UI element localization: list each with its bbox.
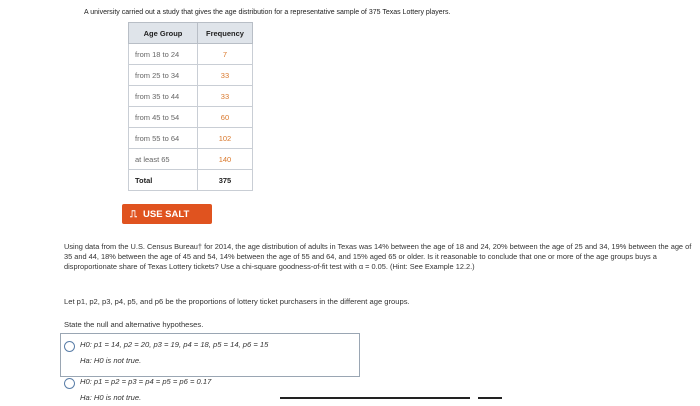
option-2-h0[interactable]: H0: p1 = p2 = p3 = p4 = p5 = p6 = 0.17 bbox=[80, 377, 212, 386]
state-text: State the null and alternative hypotheses. bbox=[64, 320, 204, 329]
let-text: Let p1, p2, p3, p4, p5, and p6 be the proportions of lottery ticket purchasers in the different age groups. bbox=[64, 297, 410, 306]
total-value: 375 bbox=[198, 170, 253, 191]
frequency-table bbox=[128, 22, 253, 191]
table-row bbox=[129, 44, 253, 65]
option-2-ha[interactable]: Ha: H0 is not true. bbox=[80, 393, 142, 402]
freq-cell: 7 bbox=[198, 44, 253, 65]
header-frequency: Frequency bbox=[198, 23, 253, 44]
header-age-group: Age Group bbox=[129, 23, 198, 44]
divider-line bbox=[280, 397, 470, 399]
freq-cell: 60 bbox=[198, 107, 253, 128]
salt-icon: ⎍ bbox=[130, 208, 137, 220]
total-label: Total bbox=[129, 170, 198, 191]
age-cell: from 55 to 64 bbox=[129, 128, 198, 149]
option-2-radio[interactable] bbox=[64, 378, 75, 389]
freq-cell: 33 bbox=[198, 65, 253, 86]
age-cell: from 35 to 44 bbox=[129, 86, 198, 107]
option-1-ha[interactable]: Ha: H0 is not true. bbox=[80, 356, 142, 365]
table-row bbox=[129, 65, 253, 86]
table-row bbox=[129, 86, 253, 107]
freq-cell: 33 bbox=[198, 86, 253, 107]
intro-text: A university carried out a study that gives the age distribution for a representative sample of 375 Texas Lottery players. bbox=[84, 9, 451, 16]
use-salt-button[interactable] bbox=[122, 204, 212, 224]
use-salt-label: USE SALT bbox=[143, 208, 190, 220]
table-row bbox=[129, 107, 253, 128]
age-cell: at least 65 bbox=[129, 149, 198, 170]
option-1-radio[interactable] bbox=[64, 341, 75, 352]
age-cell: from 25 to 34 bbox=[129, 65, 198, 86]
age-cell: from 18 to 24 bbox=[129, 44, 198, 65]
table-row bbox=[129, 149, 253, 170]
table-total-row bbox=[129, 170, 253, 191]
age-cell: from 45 to 54 bbox=[129, 107, 198, 128]
divider-line-short bbox=[478, 397, 502, 399]
option-1-h0[interactable]: H0: p1 = 14, p2 = 20, p3 = 19, p4 = 18, p5 = 14, p6 = 15 bbox=[80, 340, 269, 349]
freq-cell: 140 bbox=[198, 149, 253, 170]
freq-cell: 102 bbox=[198, 128, 253, 149]
problem-text: Using data from the U.S. Census Bureau† for 2014, the age distribution of adults in Texas was 14% between the age of 18 and 24, 20% between the age of 25 and 34, 19% between the age of 35 and 44, 18% between the age of 45 and 54, 14% between the age of 55 and 64, and 15% aged 65 or older. Is it reasonable to conclude that one or more of the age groups buys a disproportionate share of Texas Lottery tickets? Use a chi-square goodness-of-fit test with α = 0.05. (Hint: See Example 12.2.) bbox=[64, 242, 692, 271]
table-row bbox=[129, 128, 253, 149]
